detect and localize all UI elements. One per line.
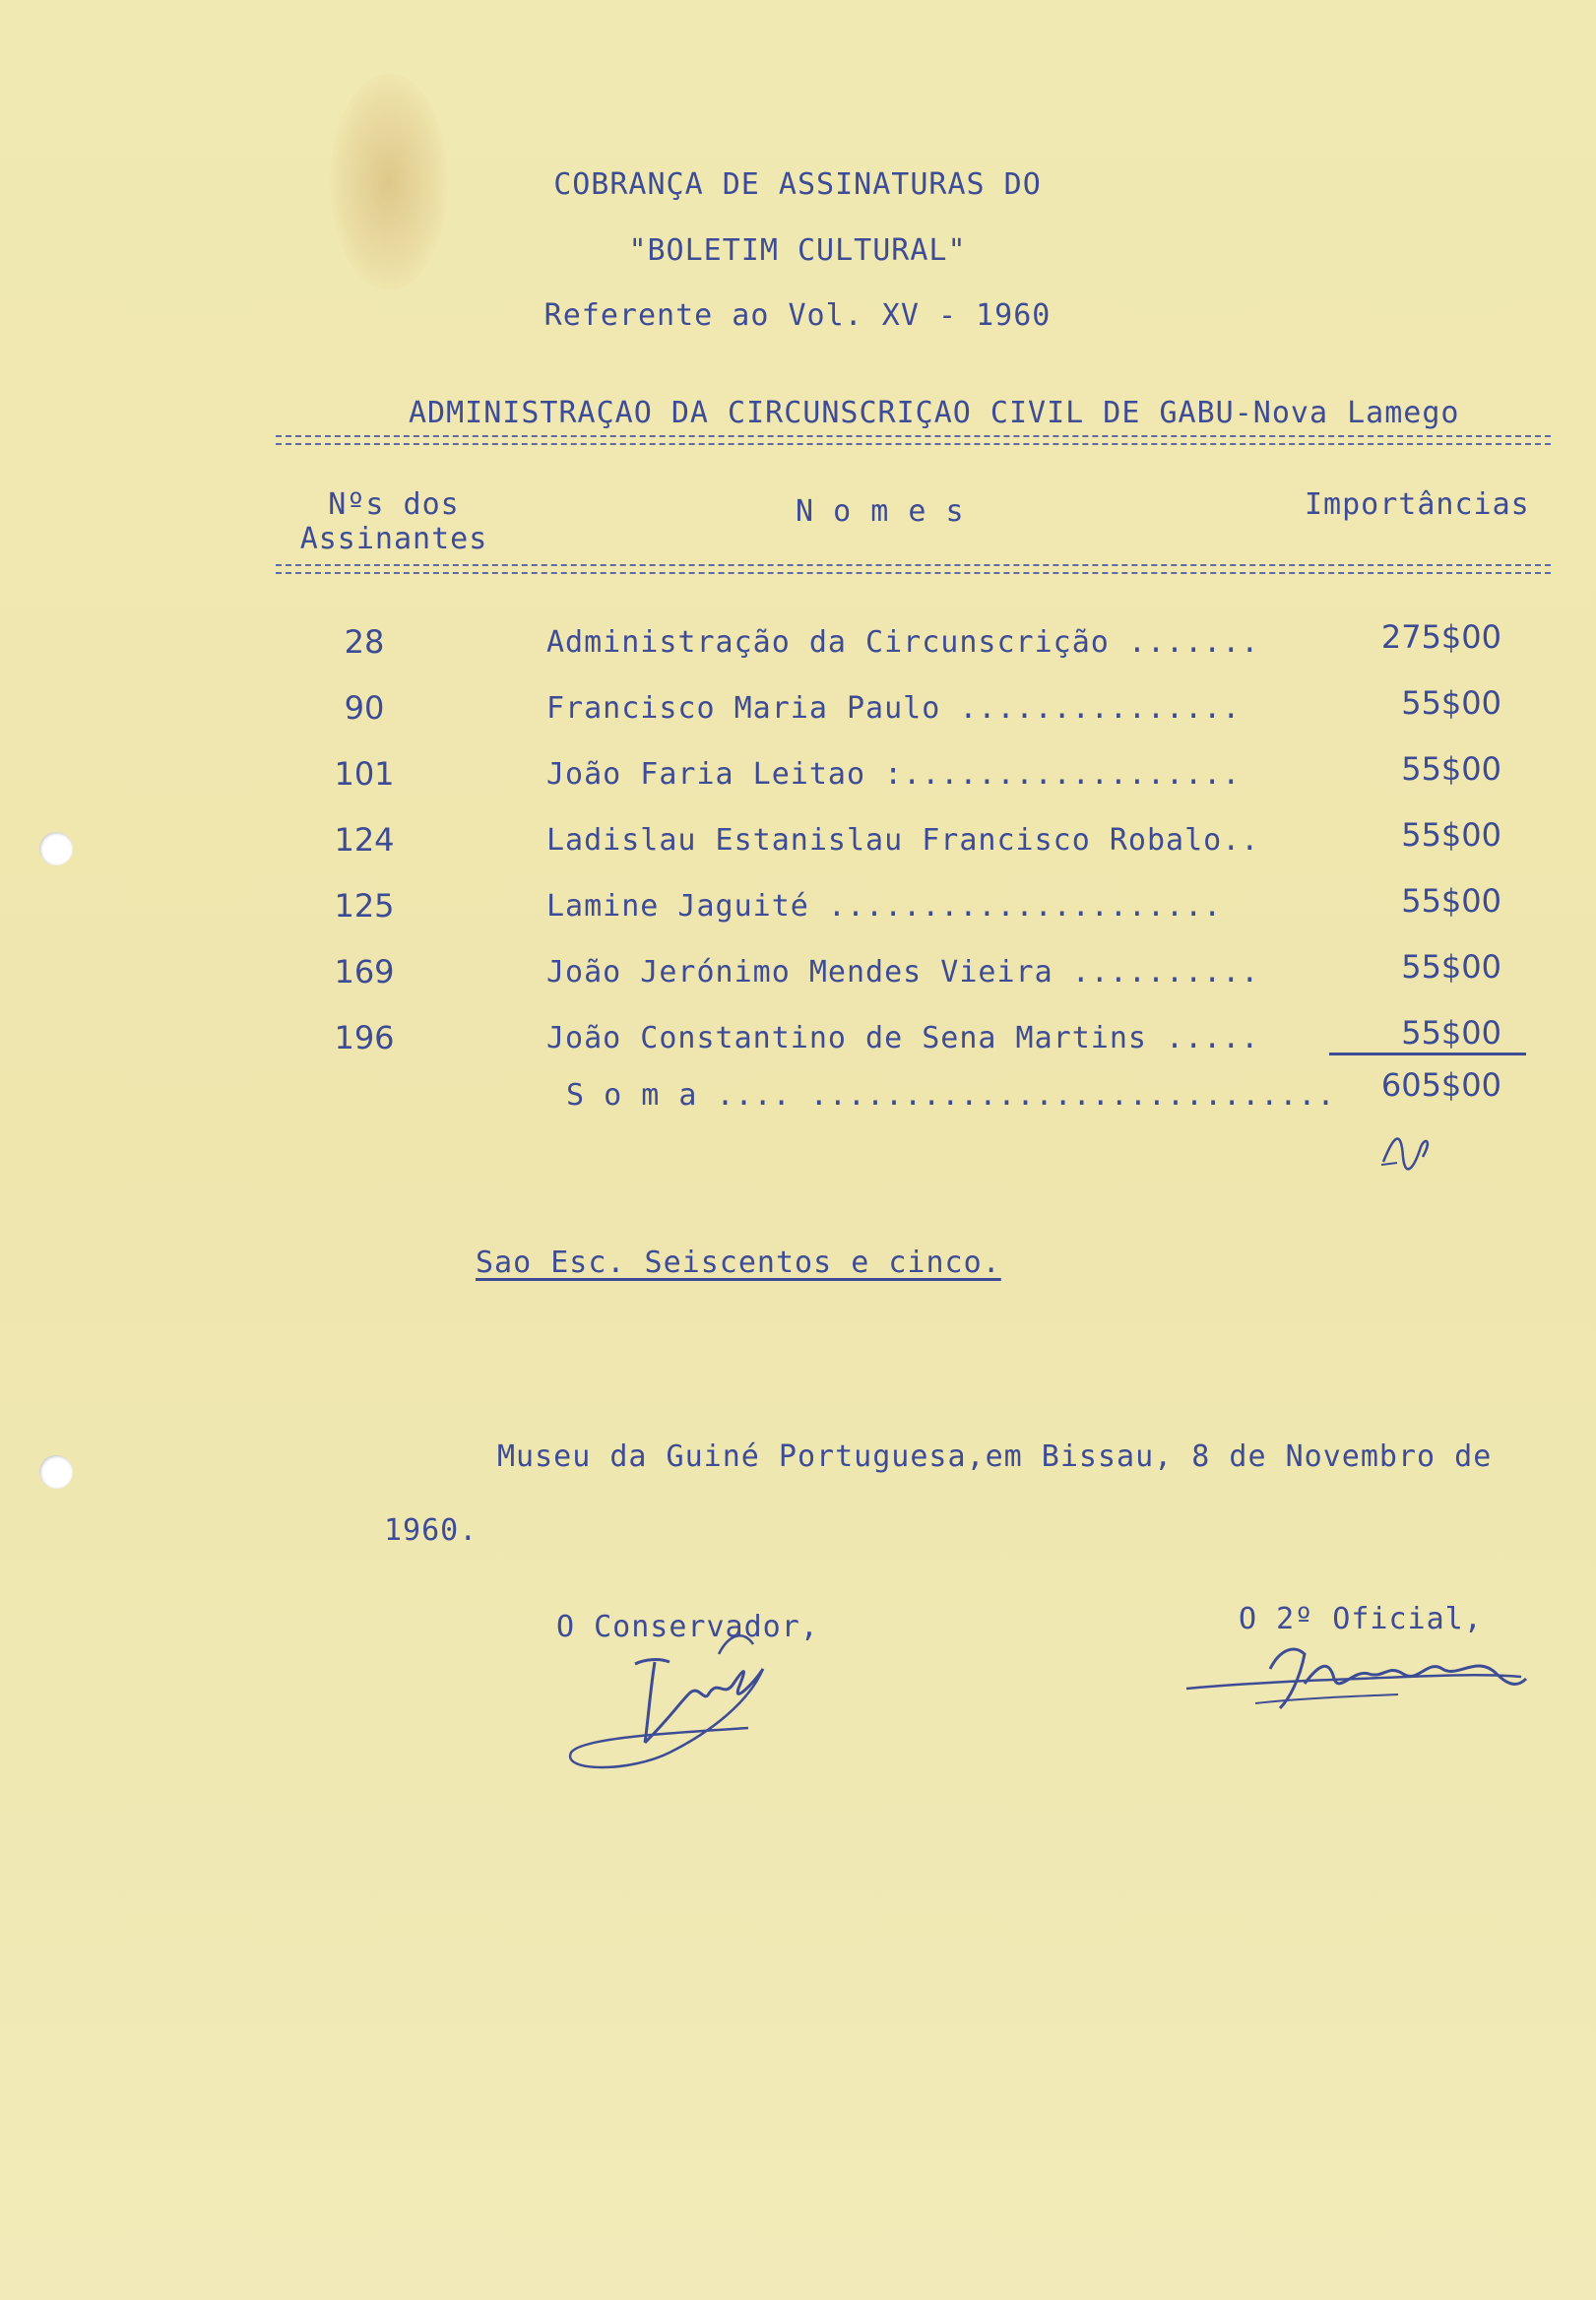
row-2-number: 90 [344,689,385,727]
row-4-name: Ladislau Estanislau Francisco Robalo.. [546,823,1260,858]
punch-hole-top [39,832,73,865]
double-rule-bottom [276,564,1551,574]
signature-title-left: O Conservador, [556,1610,819,1644]
sum-underline [1329,1053,1526,1055]
row-7-number: 196 [334,1019,395,1056]
signature-title-right: O 2º Oficial, [1239,1602,1483,1636]
row-6-number: 169 [334,953,395,990]
signature-left-drawing [551,1625,807,1782]
row-1-name: Administração da Circunscrição ....... [546,625,1260,660]
row-6-amount: 55$00 [1401,948,1501,986]
sum-value: 605$00 [1380,1066,1501,1104]
row-5-amount: 55$00 [1401,882,1501,920]
row-4-amount: 55$00 [1401,816,1501,854]
signature-right-drawing [1181,1629,1536,1738]
double-rule-top [276,435,1551,445]
row-5-name: Lamine Jaguité ..................... [546,889,1223,924]
col-header-names: N o m e s [796,494,965,529]
place-date-line-2: 1960. [384,1513,479,1548]
col-header-number-line2: Assinantes [299,522,488,556]
row-2-name: Francisco Maria Paulo ............... [546,691,1242,726]
header-line-3: Referente ao Vol. XV - 1960 [543,298,1052,333]
col-header-amounts: Importâncias [1305,487,1530,522]
row-3-amount: 55$00 [1401,750,1501,788]
row-6-name: João Jerónimo Mendes Vieira .......... [546,955,1260,990]
header-line-2: "BOLETIM CULTURAL" [628,233,967,268]
row-3-name: João Faria Leitao :.................. [546,757,1242,792]
col-header-number-line1: Nºs dos [328,487,460,522]
row-1-amount: 275$00 [1380,618,1501,656]
punch-hole-bottom [39,1455,73,1489]
row-2-amount: 55$00 [1401,684,1501,722]
place-date-line-1: Museu da Guiné Portuguesa,em Bissau, 8 de Novembro de [497,1439,1493,1474]
row-7-amount: 55$00 [1401,1014,1501,1052]
row-7-name: João Constantino de Sena Martins ..... [546,1021,1260,1055]
header-line-4: ADMINISTRAÇAO DA CIRCUNSCRIÇAO CIVIL DE GABU-Nova Lamego [409,396,1460,430]
header-line-1: COBRANÇA DE ASSINATURAS DO [553,167,1042,202]
row-3-number: 101 [334,755,395,793]
sum-label: S o m a .... ............................ [566,1078,1336,1113]
check-mark [1373,1118,1442,1186]
row-1-number: 28 [344,623,385,661]
paper-stain [330,74,448,290]
row-5-number: 125 [334,887,395,925]
row-4-number: 124 [334,821,395,859]
total-in-words: Sao Esc. Seiscentos e cinco. [476,1246,1001,1280]
